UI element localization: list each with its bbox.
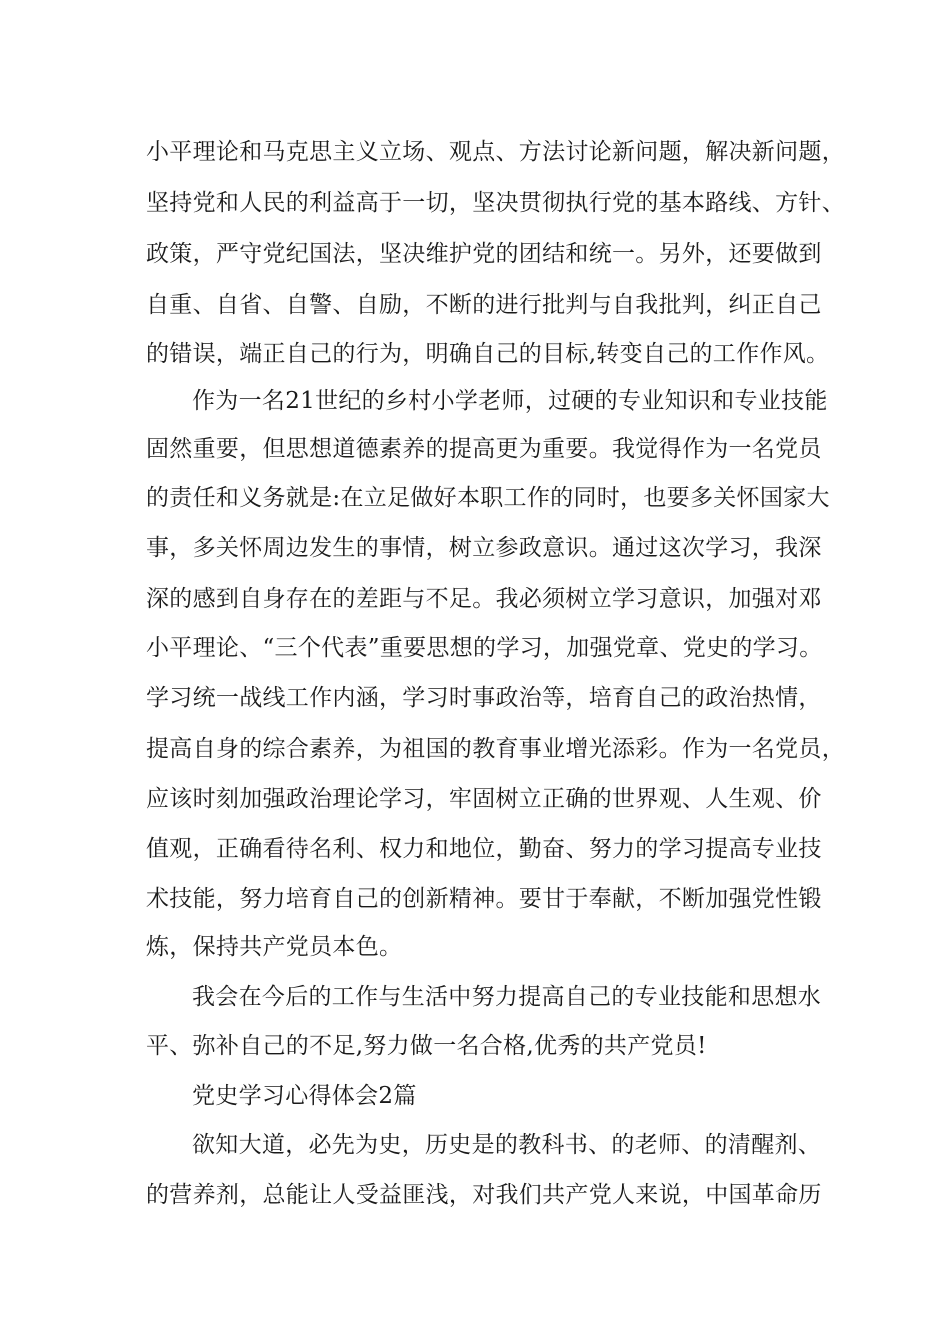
- text-line: 自重、自省、自警、自励，不断的进行批判与自我批判，纠正自己: [146, 292, 822, 318]
- text-line: 术技能，努力培育自己的创新精神。要甘于奉献，不断加强党性锻: [146, 886, 822, 912]
- text-line: 炼，保持共产党员本色。: [146, 934, 403, 960]
- section-heading: 党史学习心得体会2篇: [192, 1083, 417, 1109]
- text-line: 深的感到自身存在的差距与不足。我必须树立学习意识，加强对邓: [146, 586, 822, 612]
- text-line: 坚持党和人民的利益高于一切，坚决贯彻执行党的基本路线、方针、: [146, 190, 845, 216]
- paragraph-first-line: 我会在今后的工作与生活中努力提高自己的专业技能和思想水: [192, 984, 822, 1010]
- text-line: 的营养剂，总能让人受益匪浅，对我们共产党人来说，中国革命历: [146, 1182, 822, 1208]
- text-line: 事，多关怀周边发生的事情，树立参政意识。通过这次学习，我深: [146, 535, 822, 561]
- text-line: 政策，严守党纪国法，坚决维护党的团结和统一。另外，还要做到: [146, 241, 822, 267]
- text-line: 的责任和义务就是:在立足做好本职工作的同时，也要多关怀国家大: [146, 485, 830, 511]
- text-line: 固然重要，但思想道德素养的提高更为重要。我觉得作为一名党员: [146, 436, 822, 462]
- text-line: 提高自身的综合素养，为祖国的教育事业增光添彩。作为一名党员，: [146, 736, 845, 762]
- text-line: 小平理论、“三个代表”重要思想的学习，加强党章、党史的学习。: [146, 635, 823, 661]
- paragraph-first-line: 作为一名21世纪的乡村小学老师，过硬的专业知识和专业技能: [192, 388, 828, 414]
- text-line: 值观，正确看待名利、权力和地位，勤奋、努力的学习提高专业技: [146, 836, 822, 862]
- text-line: 小平理论和马克思主义立场、观点、方法讨论新问题，解决新问题，: [146, 139, 845, 165]
- text-line: 学习统一战线工作内涵，学习时事政治等，培育自己的政治热情，: [146, 685, 822, 711]
- text-line: 平、弥补自己的不足,努力做一名合格,优秀的共产党员!: [146, 1033, 707, 1059]
- text-line: 的错误，端正自己的行为，明确自己的目标,转变自己的工作作风。: [146, 341, 830, 367]
- paragraph-first-line: 欲知大道，必先为史，历史是的教科书、的老师、的清醒剂、: [192, 1132, 822, 1158]
- text-line: 应该时刻加强政治理论学习，牢固树立正确的世界观、人生观、价: [146, 786, 822, 812]
